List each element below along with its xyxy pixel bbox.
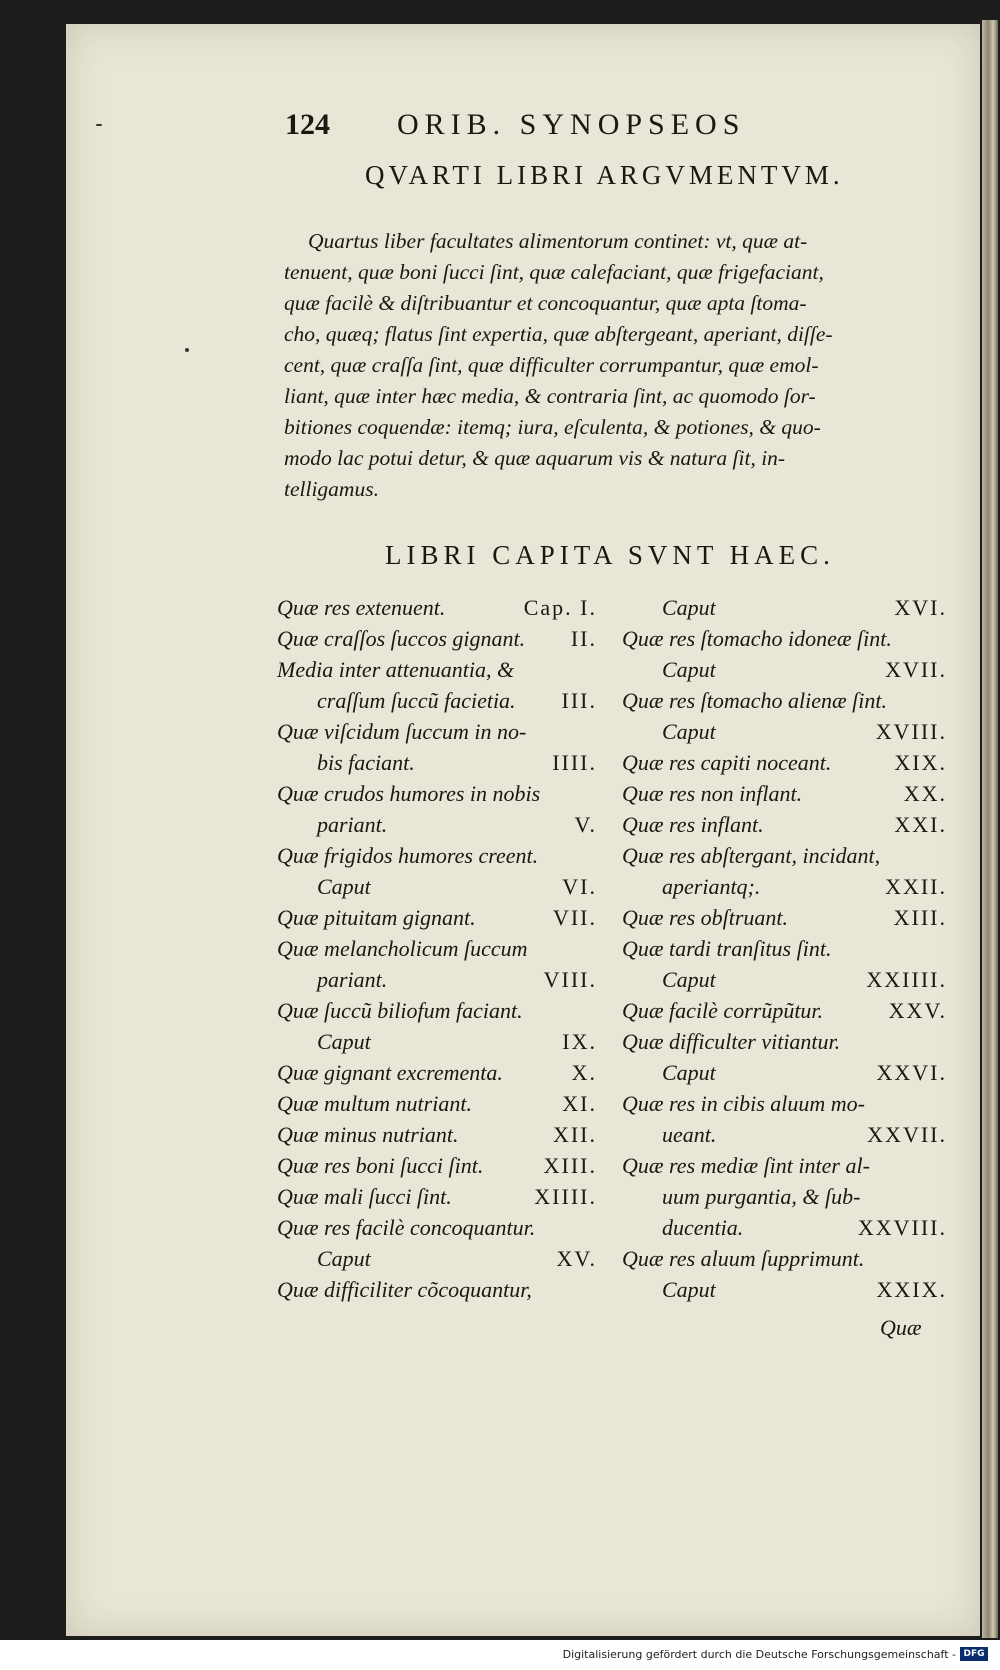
catchword: Quæ <box>880 1315 922 1340</box>
chapter-title: Quæ res non inflant. <box>622 781 803 806</box>
chapter-entry <box>622 1181 947 1212</box>
chapter-number: IIII. <box>552 750 597 775</box>
chapter-number: XXI. <box>894 812 947 837</box>
chapter-number: XIII. <box>893 905 947 930</box>
chapter-entry <box>277 840 597 871</box>
chapter-entry <box>277 623 597 654</box>
chapter-title: Caput <box>317 1029 371 1054</box>
chapter-number: XIII. <box>543 1153 597 1178</box>
chapter-title: Caput <box>662 595 716 620</box>
argument-line: Quartus liber facultates alimentorum continet: vt, quæ at- <box>308 229 808 253</box>
chapter-title: Quæ crudos humores in nobis <box>277 781 541 806</box>
chapter-title: Quæ craſſos ſuccos gignant. <box>277 626 526 651</box>
chapter-entry <box>277 1119 597 1150</box>
chapter-title: Quæ pituitam gignant. <box>277 905 476 930</box>
chapter-number: XVI. <box>894 595 947 620</box>
chapter-title: Quæ res facilè concoquantur. <box>277 1215 536 1240</box>
footer-credit: Digitalisierung gefördert durch die Deutsche Forschungsgemeinschaft - <box>562 1648 956 1661</box>
chapter-title: Quæ multum nutriant. <box>277 1091 472 1116</box>
chapter-title: Quæ res extenuent. <box>277 595 446 620</box>
chapter-number: V. <box>574 812 597 837</box>
chapter-title: Quæ res obſtruant. <box>622 905 789 930</box>
chapter-entry <box>622 623 947 654</box>
argument-line: tenuent, quæ boni ſucci ſint, quæ calefaciant, quæ frigefaciant, <box>284 260 824 284</box>
chapter-entry <box>622 716 947 747</box>
chapter-title: Quæ res abſtergant, incidant, <box>622 843 881 868</box>
chapter-title: ducentia. <box>662 1215 744 1240</box>
chapter-title: Quæ res capiti noceant. <box>622 750 832 775</box>
chapter-title: bis faciant. <box>317 750 415 775</box>
chapter-entry <box>277 654 597 685</box>
chapter-number: IX. <box>562 1029 597 1054</box>
chapter-title: Quæ minus nutriant. <box>277 1122 459 1147</box>
chapter-entry <box>622 592 947 623</box>
chapter-entry <box>622 1057 947 1088</box>
argument-paragraph <box>284 226 949 505</box>
chapter-entry <box>622 1212 947 1243</box>
chapter-number: XVIII. <box>875 719 947 744</box>
chapter-title: Quæ res in cibis aluum mo- <box>622 1091 866 1116</box>
chapter-entry <box>277 747 597 778</box>
chapter-number: XIIII. <box>534 1184 597 1209</box>
chapter-number: Cap. I. <box>523 595 597 620</box>
chapter-number: VII. <box>552 905 597 930</box>
chapter-entry <box>622 1243 947 1274</box>
chapter-title: Quæ res mediæ ſint inter al- <box>622 1153 870 1178</box>
chapter-number: VI. <box>562 874 597 899</box>
chapter-entry <box>277 1243 597 1274</box>
chapter-entry <box>622 1119 947 1150</box>
chapter-title: Quæ res aluum ſupprimunt. <box>622 1246 865 1271</box>
chapter-entry <box>622 685 947 716</box>
argument-line: bitiones coquendæ: itemq; iura, eſculenta, & potiones, & quo- <box>284 415 821 439</box>
footer-bar <box>0 1642 1000 1670</box>
chapter-title: Quæ frigidos humores creent. <box>277 843 539 868</box>
chapter-title: Quæ viſcidum ſuccum in no- <box>277 719 527 744</box>
page-edge <box>982 20 998 1638</box>
chapter-number: X. <box>571 1060 597 1085</box>
chapter-title: Quæ res ſtomacho alienæ ſint. <box>622 688 888 713</box>
margin-mark <box>185 348 189 352</box>
chapter-entry <box>277 1026 597 1057</box>
chapter-number: II. <box>570 626 597 651</box>
chapter-entry <box>277 809 597 840</box>
chapter-title: uum purgantia, & ſub- <box>662 1184 861 1209</box>
chapter-number: XI. <box>562 1091 597 1116</box>
chapter-entry <box>622 809 947 840</box>
chapter-entry <box>277 1181 597 1212</box>
chapter-entry <box>622 902 947 933</box>
chapter-title: Quæ ſuccũ biliofum faciant. <box>277 998 523 1023</box>
chapter-title: Caput <box>317 1246 371 1271</box>
chapter-entry <box>277 1057 597 1088</box>
chapter-entry <box>277 902 597 933</box>
chapter-title: Quæ difficiliter cõcoquantur, <box>277 1277 532 1302</box>
chapter-number: XV. <box>556 1246 597 1271</box>
chapter-entry <box>622 871 947 902</box>
chapter-entry <box>277 716 597 747</box>
chapter-title: Quæ melancholicum ſuccum <box>277 936 528 961</box>
chapter-number: XXVII. <box>867 1122 947 1147</box>
chapter-number: XXVI. <box>876 1060 947 1085</box>
chapter-title: Quæ difficulter vitiantur. <box>622 1029 841 1054</box>
chapter-entry <box>277 871 597 902</box>
chapter-entry <box>622 747 947 778</box>
chapter-entry <box>277 1274 597 1305</box>
chapter-entry <box>622 933 947 964</box>
chapter-title: Quæ facilè corrũpũtur. <box>622 998 824 1023</box>
chapter-title: Media inter attenuantia, & <box>277 657 515 682</box>
chapter-title: Caput <box>662 1060 716 1085</box>
chapter-entry <box>277 964 597 995</box>
chapter-title: Quæ mali ſucci ſint. <box>277 1184 452 1209</box>
chapter-entry <box>277 933 597 964</box>
chapter-title: Caput <box>662 1277 716 1302</box>
chapter-title: Caput <box>662 967 716 992</box>
chapter-title: Caput <box>662 657 716 682</box>
argument-line: telligamus. <box>284 477 379 501</box>
chapter-title: Quæ tardi tranſitus ſint. <box>622 936 832 961</box>
chapter-entry <box>622 654 947 685</box>
argument-line: cent, quæ craſſa ſint, quæ difficulter corrumpantur, quæ emol- <box>284 353 819 377</box>
chapter-entry <box>622 1088 947 1119</box>
chapter-title: Caput <box>662 719 716 744</box>
dfg-logo: DFG <box>960 1647 988 1661</box>
chapter-number: XXIIII. <box>866 967 947 992</box>
chapter-number: XXII. <box>885 874 947 899</box>
chapter-entry <box>622 1150 947 1181</box>
chapter-entry <box>277 1150 597 1181</box>
chapter-title: pariant. <box>317 812 388 837</box>
chapter-list-heading: LIBRI CAPITA SVNT HAEC. <box>385 540 835 570</box>
argument-line: modo lac potui detur, & quæ aquarum vis & natura ſit, in- <box>284 446 786 470</box>
chapter-column-right <box>622 592 947 1305</box>
chapter-title: Quæ res inflant. <box>622 812 764 837</box>
running-head <box>285 108 855 148</box>
chapter-number: XXVIII. <box>857 1215 947 1240</box>
argument-line: quæ facilè & diſtribuantur et concoquantur, quæ apta ſtoma- <box>284 291 807 315</box>
chapter-title: craſſum ſuccũ facietia. <box>317 688 516 713</box>
page-number: 124 <box>285 108 330 141</box>
chapter-title: Quæ res boni ſucci ſint. <box>277 1153 484 1178</box>
chapter-entry <box>277 778 597 809</box>
chapter-entry <box>277 1088 597 1119</box>
chapter-entry <box>622 964 947 995</box>
chapter-entry <box>622 995 947 1026</box>
chapter-title: Quæ gignant excrementa. <box>277 1060 503 1085</box>
chapter-number: XX. <box>903 781 947 806</box>
chapter-number: XXV. <box>888 998 947 1023</box>
section-title: QVARTI LIBRI ARGVMENTVM. <box>365 160 844 190</box>
chapter-entry <box>277 1212 597 1243</box>
running-title: ORIB. SYNOPSEOS <box>397 108 746 141</box>
chapter-number: VIII. <box>543 967 597 992</box>
chapter-number: XIX. <box>894 750 947 775</box>
chapter-entry <box>277 995 597 1026</box>
chapter-number: XXIX. <box>876 1277 947 1302</box>
chapter-title: pariant. <box>317 967 388 992</box>
chapter-title: ueant. <box>662 1122 717 1147</box>
chapter-title: aperiantq;. <box>662 874 761 899</box>
chapter-number: XII. <box>552 1122 597 1147</box>
chapter-title: Quæ res ſtomacho idoneæ ſint. <box>622 626 892 651</box>
chapter-number: XVII. <box>885 657 947 682</box>
chapter-column-left <box>277 592 597 1305</box>
argument-line: liant, quæ inter hæc media, & contraria ſint, ac quomodo ſor- <box>284 384 816 408</box>
chapter-entry <box>622 1026 947 1057</box>
margin-mark <box>96 124 102 126</box>
chapter-entry <box>622 778 947 809</box>
argument-line: cho, quæq; flatus ſint expertia, quæ abſtergeant, aperiant, diſſe- <box>284 322 833 346</box>
chapter-entry <box>277 592 597 623</box>
chapter-entry <box>622 1274 947 1305</box>
chapter-entry <box>622 840 947 871</box>
chapter-entry <box>277 685 597 716</box>
chapter-title: Caput <box>317 874 371 899</box>
chapter-number: III. <box>561 688 597 713</box>
